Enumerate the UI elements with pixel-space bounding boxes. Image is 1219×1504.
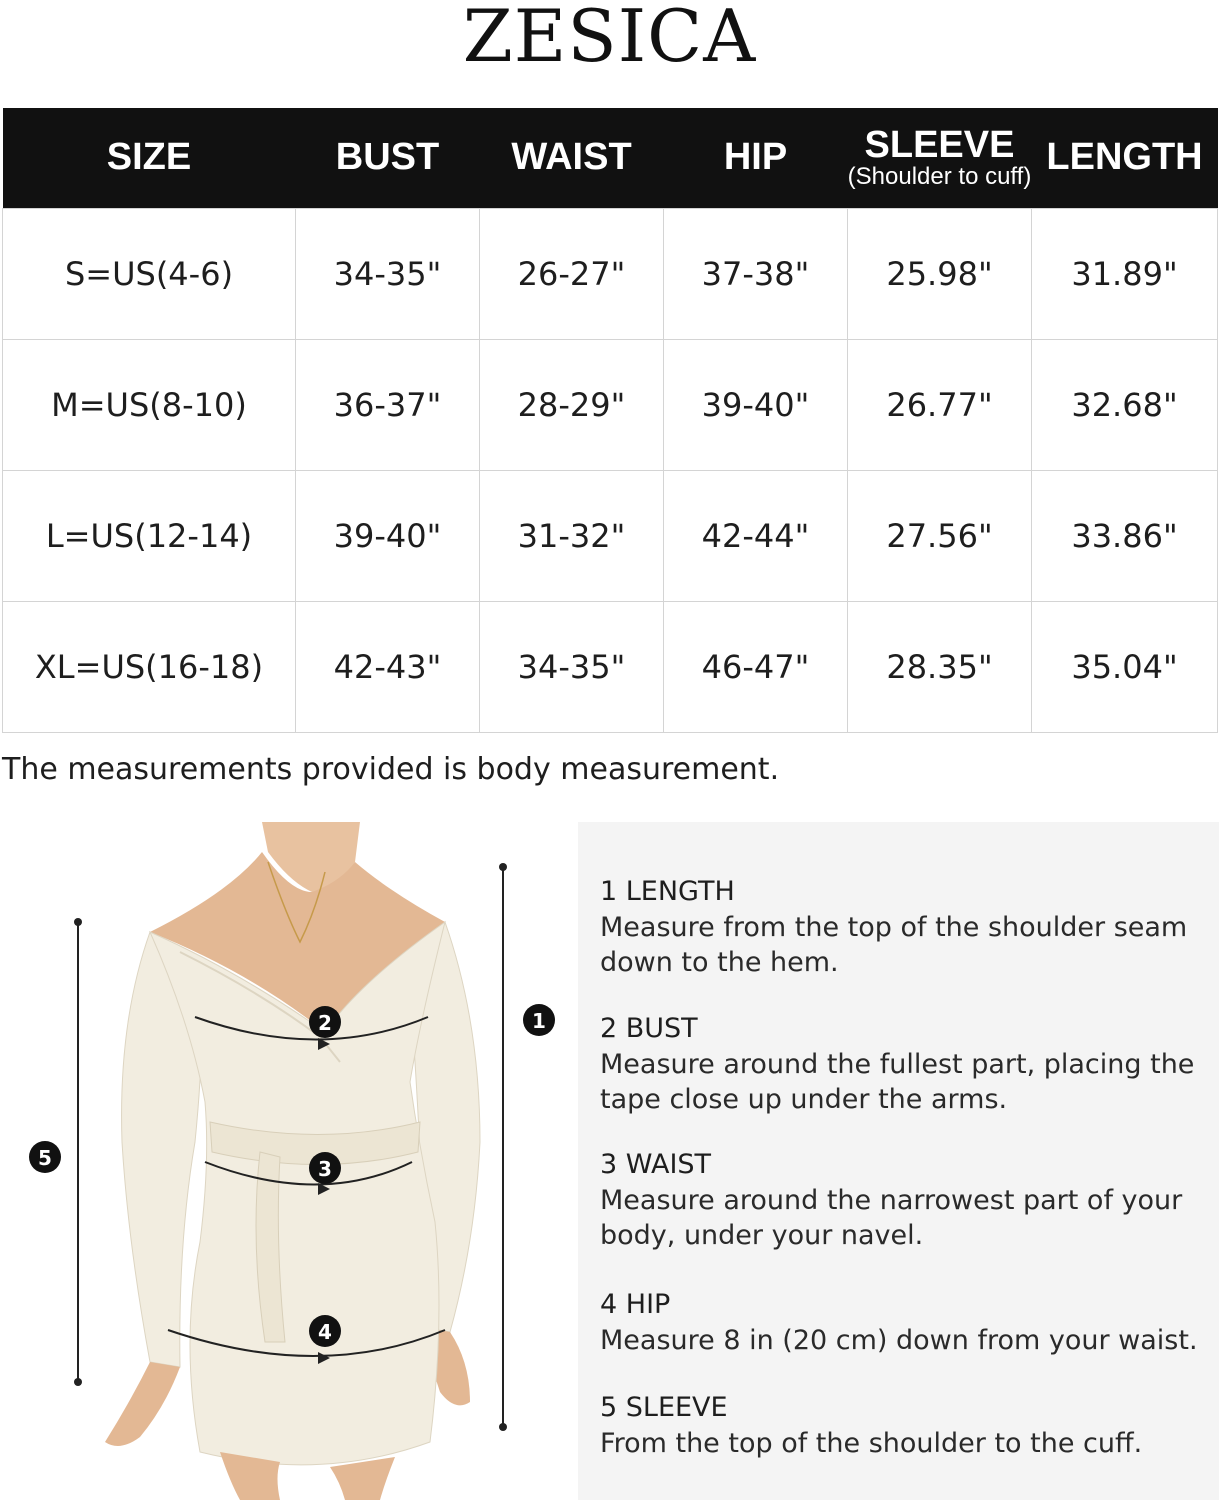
cell-length: 31.89": [1032, 208, 1218, 339]
table-row: [3, 601, 1218, 732]
cell-sleeve: 28.35": [848, 601, 1032, 732]
length-line-top: [499, 863, 507, 871]
header-sleeve-label: SLEEVE: [864, 123, 1015, 166]
cell-bust: 34-35": [296, 208, 480, 339]
marker-1-label: 1: [532, 1009, 546, 1033]
cell-bust: 39-40": [296, 470, 480, 601]
guide-description: Measure around the narrowest part of your body, under your navel.: [600, 1185, 1183, 1251]
cell-length: 33.86": [1032, 470, 1218, 601]
marker-2-label: 2: [318, 1011, 332, 1035]
cell-hip: 39-40": [664, 339, 848, 470]
guide-description: Measure 8 in (20 cm) down from your waist.: [600, 1325, 1198, 1356]
guide-description: From the top of the shoulder to the cuff.: [600, 1428, 1143, 1459]
cell-length: 32.68": [1032, 339, 1218, 470]
guide-description: Measure from the top of the shoulder seam down to the hem.: [600, 912, 1188, 978]
guide-item-length: [600, 874, 1210, 980]
header-length: LENGTH: [1046, 136, 1203, 179]
length-line-bottom: [499, 1423, 507, 1431]
brand-logo: ZESICA: [462, 0, 757, 78]
cell-hip: 42-44": [664, 470, 848, 601]
header-row: [3, 108, 1218, 208]
guide-title: 4 HIP: [600, 1289, 671, 1320]
cell-waist: 34-35": [480, 601, 664, 732]
table-row: [3, 339, 1218, 470]
header-sleeve: [848, 108, 1032, 208]
cell-sleeve: 26.77": [848, 339, 1032, 470]
cell-hip: 46-47": [664, 601, 848, 732]
header-size: SIZE: [106, 136, 192, 179]
sleeve-line-top: [74, 918, 82, 926]
table-row: [3, 470, 1218, 601]
cell-bust: 42-43": [296, 601, 480, 732]
cell-waist: 31-32": [480, 470, 664, 601]
guide-item-bust: [600, 1011, 1210, 1117]
marker-3-label: 3: [318, 1157, 332, 1181]
cell-length: 35.04": [1032, 601, 1218, 732]
header-hip: HIP: [723, 136, 788, 179]
measurement-guide-panel: [578, 822, 1219, 1500]
header-bust: BUST: [335, 136, 440, 179]
measurement-note: The measurements provided is body measurement.: [2, 752, 780, 787]
guide-title: 3 WAIST: [600, 1149, 712, 1180]
marker-5-label: 5: [38, 1146, 52, 1170]
guide-description: Measure around the fullest part, placing the tape close up under the arms.: [600, 1049, 1195, 1115]
guide-title: 1 LENGTH: [600, 876, 735, 907]
cell-size: XL=US(16-18): [3, 601, 296, 732]
guide-title: 5 SLEEVE: [600, 1392, 728, 1423]
cell-size: L=US(12-14): [3, 470, 296, 601]
model-illustration: [0, 822, 578, 1500]
guide-item-hip: [600, 1287, 1210, 1358]
cell-hip: 37-38": [664, 208, 848, 339]
guide-item-sleeve: [600, 1390, 1210, 1461]
sleeve-line-bottom: [74, 1378, 82, 1386]
left-hand: [105, 1362, 180, 1446]
right-leg: [330, 1457, 395, 1500]
guide-title: 2 BUST: [600, 1013, 698, 1044]
header-sleeve-sub: (Shoulder to cuff): [847, 162, 1032, 190]
cell-size: M=US(8-10): [3, 339, 296, 470]
cell-waist: 26-27": [480, 208, 664, 339]
cell-sleeve: 25.98": [848, 208, 1032, 339]
guide-item-waist: [600, 1147, 1210, 1253]
cell-sleeve: 27.56": [848, 470, 1032, 601]
size-chart-table: [2, 108, 1218, 733]
cell-waist: 28-29": [480, 339, 664, 470]
cell-bust: 36-37": [296, 339, 480, 470]
header-waist: WAIST: [511, 136, 632, 179]
measurement-figure: [0, 822, 578, 1500]
table-row: [3, 208, 1218, 339]
cell-size: S=US(4-6): [3, 208, 296, 339]
marker-4-label: 4: [318, 1320, 332, 1344]
